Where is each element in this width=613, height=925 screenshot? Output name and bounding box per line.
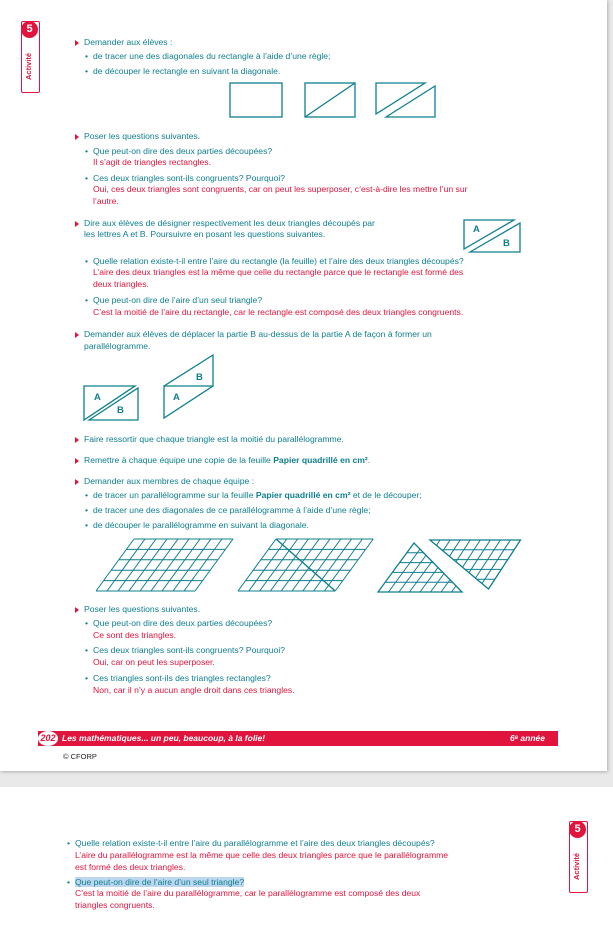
grid-line (463, 540, 481, 567)
answer: L’aire du parallélogramme est la même que celle des deux triangles parce que le parallélogramme (75, 850, 449, 860)
answer: C’est la moitié de l’aire du parallélogramme, car le parallélogramme est composé des deux (75, 888, 421, 898)
grid-line (303, 539, 341, 591)
question[interactable] (75, 877, 244, 889)
instruction-4: Demander aux élèves de déplacer la partie B au-dessus de la partie A de façon à former un (84, 329, 432, 339)
grid-line (162, 539, 200, 591)
grid-line (96, 539, 134, 591)
label-a: A (473, 224, 480, 235)
activity-number-badge: 5 (569, 821, 586, 838)
grid-line (314, 539, 352, 591)
answer: C’est la moitié de l’aire du rectangle, car le rectangle est composé des deux triangles congruents. (93, 307, 464, 317)
cut-triangle-left (378, 543, 462, 592)
question: • Que peut-on dire des deux parties découpées? (93, 146, 272, 158)
grid-line (184, 539, 222, 591)
question: • Que peut-on dire de l’aire d’un seul triangle? (93, 295, 262, 307)
answer: Non, car il n’y a aucun angle droit dans ces triangles. (93, 685, 295, 695)
grid-line (441, 580, 450, 592)
grid-line (107, 539, 145, 591)
grid-line (452, 586, 457, 592)
grid-line (399, 555, 426, 592)
grid-line (270, 539, 308, 591)
bullet-item: • de tracer une des diagonales du rectangle à l’aide d’une règle; (93, 51, 330, 63)
bullet-item: • de tracer un parallélogramme sur la feuille Papier quadrillé en cm² et de le découper; (93, 490, 422, 502)
instruction-1: Demander aux élèves : (84, 37, 173, 47)
question: • Ces triangles sont-ils des triangles rectangles? (93, 673, 271, 685)
label-b: B (503, 238, 510, 249)
question: • Quelle relation existe-t-il entre l’aire du parallélogramme et l’aire des deux triangles découpés? (75, 838, 435, 850)
grid-line (129, 539, 167, 591)
answer: Il s’agit de triangles rectangles. (93, 157, 211, 167)
instruction-3: Dire aux élèves de désigner respectivement les deux triangles découpés par (84, 218, 375, 228)
answer-continued: l’autre. (93, 196, 119, 206)
instruction-6: Remettre à chaque équipe une copie de la feuille Papier quadrillé en cm². (84, 455, 371, 465)
question: • Ces deux triangles sont-ils congruents? Pourquoi? (93, 645, 285, 657)
question: • Ces deux triangles sont-ils congruents? Pourquoi? (93, 173, 285, 185)
instruction-7: Demander aux membres de chaque équipe : (84, 476, 255, 486)
grade-label: 6ᵉ année (509, 733, 545, 743)
bullet-item: • de découper le parallélogramme en suivant la diagonale. (93, 520, 309, 532)
question: • Que peut-on dire des deux parties découpées? (93, 618, 272, 630)
activity-label: Activité (24, 52, 33, 80)
label-a: A (173, 392, 180, 403)
label-a: A (94, 392, 101, 403)
grid-line (476, 540, 501, 578)
answer: Oui, car on peut les superposer. (93, 657, 215, 667)
book-title: Les mathématiques... un peu, beaucoup, à la folie! (62, 733, 266, 743)
instruction-4-continued: parallélogramme. (84, 341, 151, 351)
grid-line (335, 539, 373, 591)
grid-line (420, 568, 438, 593)
highlighted-text[interactable]: Que peut-on dire de l’aire d’un seul triangle? (75, 877, 245, 887)
grid-line (450, 540, 461, 556)
label-b: B (117, 405, 124, 416)
grid-line (292, 539, 330, 591)
page-number: 202 (38, 731, 58, 746)
grid-line (324, 539, 362, 591)
grid-line (443, 540, 450, 551)
grid-line (238, 539, 276, 591)
answer-continued: est formé des deux triangles. (75, 862, 186, 872)
question: • Quelle relation existe-t-il entre l’aire du rectangle (la feuille) et l’aire des deux triangles découpés? (93, 256, 464, 268)
instruction-5: Faire ressortir que chaque triangle est la moitié du parallélogramme. (84, 434, 344, 444)
instruction-3-continued: les lettres A et B. Poursuivre en posant les questions suivantes. (84, 229, 326, 239)
bullet-item: • de tracer une des diagonales de ce parallélogramme à l’aide d’une règle; (93, 505, 371, 517)
copyright: © CFORP (63, 752, 97, 761)
grid-line (173, 539, 211, 591)
grid-line (151, 539, 189, 591)
label-b: B (196, 372, 203, 383)
instruction-2: Poser les questions suivantes. (84, 131, 201, 141)
grid-line (249, 539, 287, 591)
grid-line (437, 540, 441, 545)
grid-line (469, 540, 490, 573)
answer: Oui, ces deux triangles sont congruents, car on peut les superposer, c’est-à-dire les mettre l’un sur (93, 184, 468, 194)
activity-tab (569, 821, 588, 893)
activity-label: Activité (572, 852, 581, 880)
answer-continued: deux triangles. (93, 279, 149, 289)
answer: Ce sont des triangles. (93, 630, 177, 640)
answer: L’aire des deux triangles est la même que celle du rectangle parce que le rectangle est formé des (93, 267, 464, 277)
grid-line (410, 561, 433, 592)
grid-line (118, 539, 156, 591)
grid-line (431, 574, 445, 592)
bullet-item: • de découper le rectangle en suivant la diagonale. (93, 66, 280, 78)
grid-line (260, 539, 298, 591)
activity-number-badge: 5 (21, 21, 38, 38)
diagonal-line (276, 539, 335, 591)
answer-continued: triangles congruents. (75, 900, 155, 910)
document-page-2 (0, 787, 613, 925)
instruction-8: Poser les questions suivantes. (84, 604, 201, 614)
grid-line (281, 539, 319, 591)
grid-line (140, 539, 178, 591)
grid-line (195, 539, 233, 591)
